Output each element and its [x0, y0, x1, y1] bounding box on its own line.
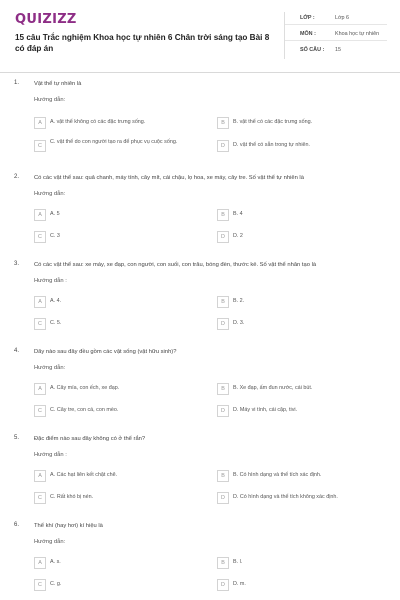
option-text: D. Có hình dạng và thể tích không xác định.	[233, 494, 338, 500]
meta-label: SỐ CÂU :	[300, 47, 325, 53]
option-text: D. Máy vi tính, cái cặp, tivi.	[233, 407, 298, 413]
question-number: 1.	[14, 80, 20, 86]
meta-value: 15	[335, 47, 341, 53]
meta-value: Lớp 6	[335, 15, 350, 21]
option-text: D. 2	[233, 233, 243, 239]
question-5	[0, 435, 400, 511]
hint-label: Hướng dẫn:	[34, 97, 66, 103]
option-text: C. vật thể do con người tạo ra để phục vụ cuộc sống.	[50, 139, 178, 145]
option-text: B. 4	[233, 211, 243, 217]
option-letter: A	[34, 209, 46, 221]
option-text: D. vật thể có sẵn trong tự nhiên.	[233, 142, 311, 148]
hint-label: Hướng dẫn:	[34, 191, 66, 197]
option-letter: D	[217, 140, 229, 152]
option-letter: B	[217, 557, 229, 569]
option-letter: B	[217, 470, 229, 482]
option-text: D. m.	[233, 581, 246, 587]
question-number: 6.	[14, 522, 20, 528]
header-divider	[0, 72, 400, 73]
option-text: B. Có hình dạng và thể tích xác định.	[233, 472, 322, 478]
option-text: A. Các hạt liên kết chặt chẽ.	[50, 472, 118, 478]
option-letter: C	[34, 492, 46, 504]
meta-label: MÔN :	[300, 31, 316, 37]
question-6	[0, 522, 400, 598]
option-letter: C	[34, 318, 46, 330]
option-letter: B	[217, 209, 229, 221]
option-letter: D	[217, 231, 229, 243]
question-3	[0, 261, 400, 337]
option-text: C. Rất khó bị nén.	[50, 494, 94, 500]
question-text: Đặc điểm nào sau đây không có ở thể rắn?	[34, 436, 146, 442]
option-text: D. 3.	[233, 320, 245, 326]
option-letter: C	[34, 405, 46, 417]
option-letter: A	[34, 117, 46, 129]
option-text: A. s.	[50, 559, 61, 565]
meta-row-subject	[285, 28, 387, 41]
meta-row-grade	[285, 12, 387, 25]
option-letter: D	[217, 405, 229, 417]
hint-label: Hướng dẫn:	[34, 365, 66, 371]
option-text: C. Cây tre, con cá, con mèo.	[50, 407, 119, 413]
option-letter: A	[34, 557, 46, 569]
option-letter: A	[34, 383, 46, 395]
option-letter: C	[34, 579, 46, 591]
option-text: B. l.	[233, 559, 243, 565]
option-letter: B	[217, 117, 229, 129]
option-letter: D	[217, 579, 229, 591]
worksheet-title: 15 câu Trắc nghiệm Khoa học tự nhiên 6 Chân trời sáng tạo Bài 8 có đáp án	[15, 33, 270, 53]
question-text: Có các vật thể sau: xe máy, xe đạp, con người, con suối, con trâu, bóng đèn, thước kẻ. Số vật thể nhân tạo là	[34, 262, 317, 268]
option-letter: B	[217, 383, 229, 395]
option-letter: D	[217, 318, 229, 330]
question-number: 4.	[14, 348, 20, 354]
option-text: C. 5.	[50, 320, 62, 326]
option-letter: A	[34, 296, 46, 308]
option-letter: D	[217, 492, 229, 504]
meta-label: LỚP :	[300, 15, 315, 21]
meta-row-question-count	[285, 44, 387, 57]
question-text: Có các vật thể sau: quả chanh, máy tính, cây mít, cái chậu, lọ hoa, xe máy, cây tre. Số vật thể tự nhiên là	[34, 175, 304, 181]
question-number: 5.	[14, 435, 20, 441]
hint-label: Hướng dẫn:	[34, 539, 66, 545]
option-text: B. Xe đạp, ấm đun nước, cái bút.	[233, 385, 313, 391]
option-letter: C	[34, 231, 46, 243]
option-text: A. vật thể không có các đặc trưng sống.	[50, 119, 146, 125]
question-text: Dãy nào sau đây đều gồm các vật sống (vật hữu sinh)?	[34, 349, 177, 355]
question-2	[0, 174, 400, 250]
option-letter: B	[217, 296, 229, 308]
page-header	[0, 0, 400, 72]
question-number: 2.	[14, 174, 20, 180]
meta-value: Khoa học tự nhiên	[335, 31, 380, 37]
question-number: 3.	[14, 261, 20, 267]
option-text: C. 3	[50, 233, 60, 239]
option-letter: A	[34, 470, 46, 482]
option-text: C. g.	[50, 581, 62, 587]
option-text: A. 5	[50, 211, 60, 217]
question-1	[0, 80, 400, 162]
hint-label: Hướng dẫn :	[34, 278, 67, 284]
option-letter: C	[34, 140, 46, 152]
option-text: A. Cây mía, con ếch, xe đạp.	[50, 385, 120, 391]
question-text: Vật thể tự nhiên là	[34, 81, 82, 87]
question-4	[0, 348, 400, 424]
worksheet-meta	[284, 12, 386, 59]
option-text: B. 2.	[233, 298, 245, 304]
quizizz-logo: QUIZIZZ	[15, 12, 77, 27]
question-text: Thể khí (hay hơi) kí hiệu là	[34, 523, 103, 529]
hint-label: Hướng dẫn :	[34, 452, 67, 458]
option-text: B. vật thể có các đặc trưng sống.	[233, 119, 313, 125]
option-text: A. 4.	[50, 298, 62, 304]
